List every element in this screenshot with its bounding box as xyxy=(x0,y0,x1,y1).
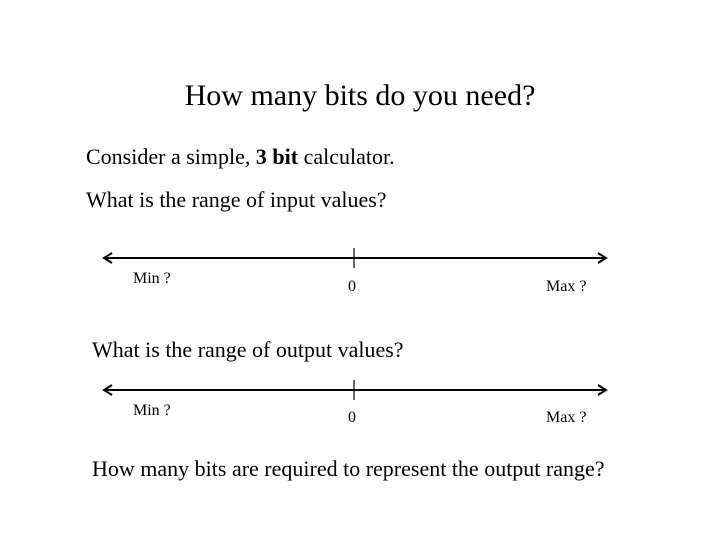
output-number-line xyxy=(100,380,610,426)
input-min-label: Min ? xyxy=(133,270,171,287)
input-number-line-axis xyxy=(100,248,610,268)
question-input-range: What is the range of input values? xyxy=(86,187,387,212)
input-zero-label: 0 xyxy=(348,278,356,295)
output-max-label: Max ? xyxy=(546,409,587,426)
intro-bold-bits: 3 bit xyxy=(255,144,299,169)
intro-suffix: calculator. xyxy=(298,144,395,169)
input-max-label: Max ? xyxy=(546,278,587,295)
slide-title: How many bits do you need? xyxy=(184,79,536,112)
intro-prefix: Consider a simple, xyxy=(86,144,256,169)
input-number-line xyxy=(100,248,610,295)
output-min-label: Min ? xyxy=(133,402,171,419)
question-output-range: What is the range of output values? xyxy=(92,337,404,362)
intro-sentence xyxy=(86,142,395,172)
output-number-line-axis xyxy=(100,380,610,400)
output-zero-label: 0 xyxy=(348,409,356,426)
question-bits-required: How many bits are required to represent the output range? xyxy=(92,456,605,481)
